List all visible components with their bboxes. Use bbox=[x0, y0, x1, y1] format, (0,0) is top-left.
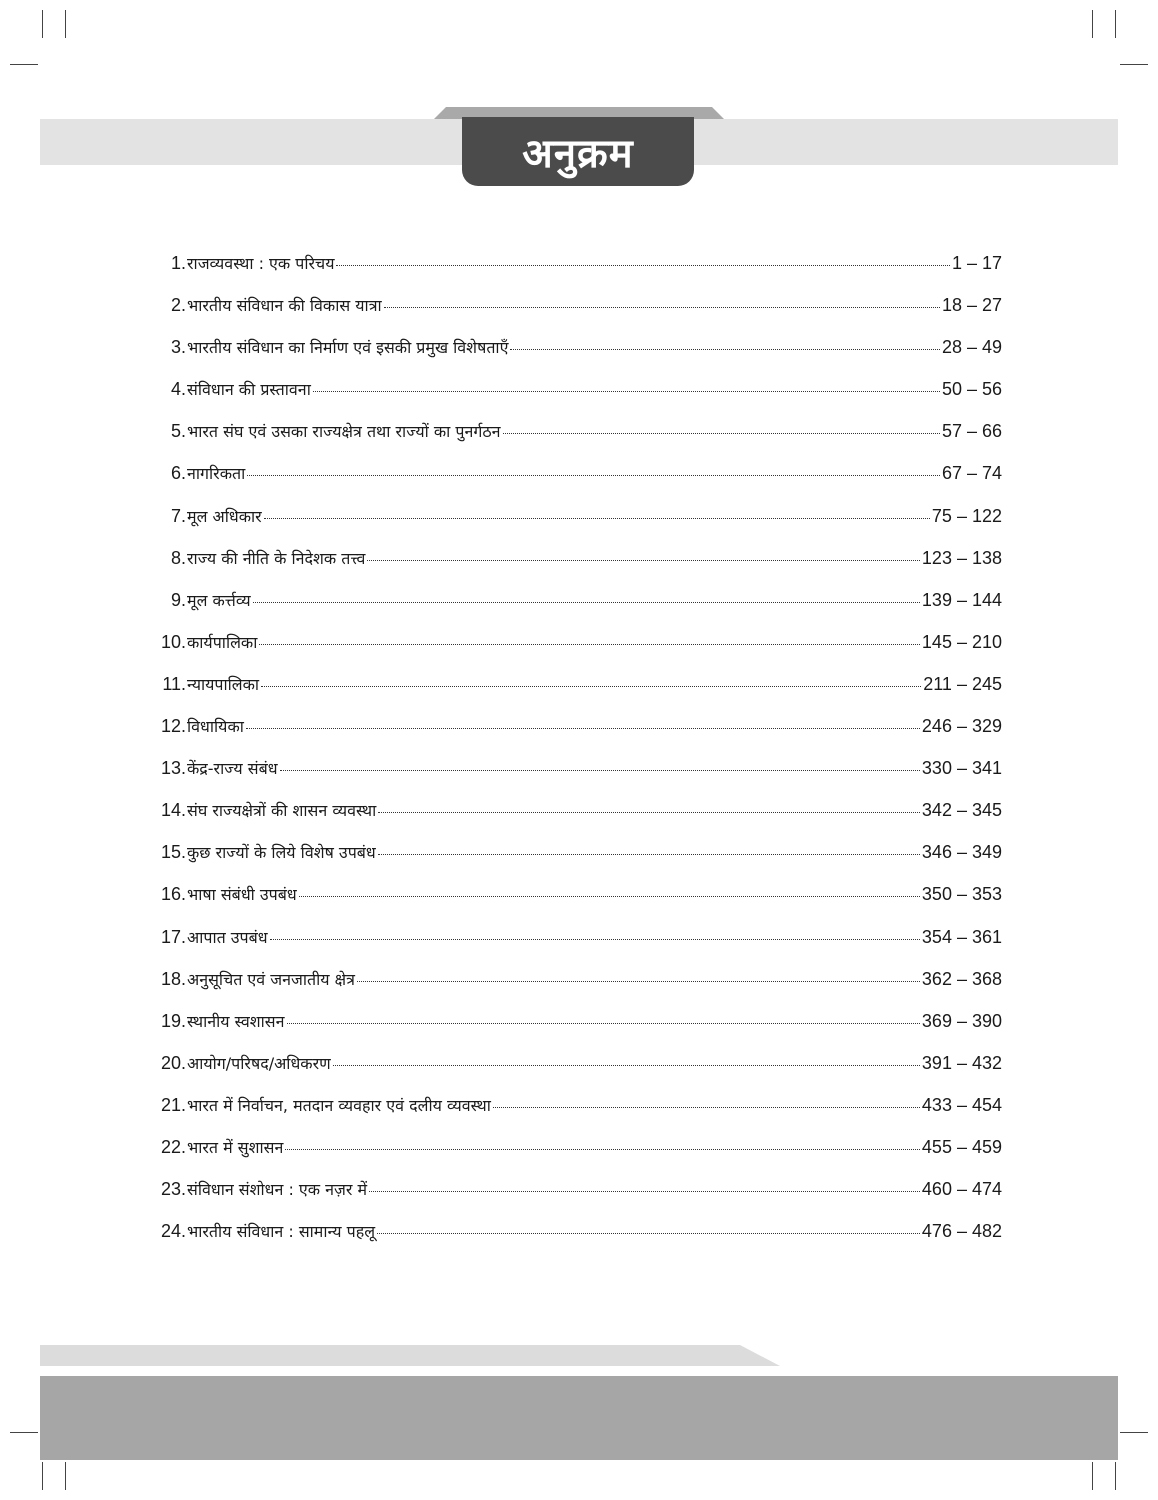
toc-entry-pages: 362 – 368 bbox=[921, 968, 1002, 989]
toc-entry-title: नागरिकता bbox=[187, 464, 246, 484]
toc-entry[interactable] bbox=[150, 883, 1002, 925]
dot-leader bbox=[270, 939, 920, 940]
toc-entry[interactable] bbox=[150, 1178, 1002, 1220]
toc-entry-pages: 246 – 329 bbox=[921, 716, 1002, 737]
crop-mark bbox=[1092, 1462, 1093, 1490]
toc-entry-number: 7. bbox=[170, 505, 186, 526]
toc-entry-title: राज्य की नीति के निदेशक तत्त्व bbox=[187, 548, 366, 568]
dot-leader bbox=[253, 602, 920, 603]
toc-entry-number: 2. bbox=[170, 295, 186, 316]
toc-entry[interactable] bbox=[150, 799, 1002, 841]
toc-entry-title: भारतीय संविधान : सामान्य पहलू bbox=[187, 1222, 376, 1242]
toc-entry[interactable] bbox=[150, 1010, 1002, 1052]
dot-leader bbox=[493, 1107, 920, 1108]
toc-entry-pages: 211 – 245 bbox=[923, 673, 1002, 694]
toc-entry-pages: 145 – 210 bbox=[921, 631, 1002, 652]
dot-leader bbox=[246, 728, 920, 729]
toc-entry-pages: 28 – 49 bbox=[941, 337, 1002, 358]
toc-entry-number: 17. bbox=[160, 926, 186, 947]
crop-mark bbox=[1092, 10, 1093, 38]
toc-entry[interactable] bbox=[150, 1136, 1002, 1178]
toc-entry[interactable] bbox=[150, 378, 1002, 420]
toc-entry-pages: 57 – 66 bbox=[941, 421, 1002, 442]
dot-leader bbox=[333, 1065, 920, 1066]
toc-entry[interactable] bbox=[150, 1052, 1002, 1094]
toc-entry-title: मूल कर्त्तव्य bbox=[187, 590, 251, 610]
toc-entry-pages: 391 – 432 bbox=[921, 1052, 1002, 1073]
footer-strip bbox=[40, 1345, 780, 1366]
toc-entry-pages: 18 – 27 bbox=[941, 295, 1002, 316]
toc-entry-title: स्थानीय स्वशासन bbox=[187, 1011, 285, 1031]
footer-band bbox=[40, 1376, 1118, 1460]
toc-entry[interactable] bbox=[150, 1220, 1002, 1262]
toc-entry-title: राजव्यवस्था : एक परिचय bbox=[187, 254, 335, 273]
crop-mark bbox=[42, 1462, 43, 1490]
toc-entry-number: 20. bbox=[160, 1052, 186, 1073]
dot-leader bbox=[378, 854, 920, 855]
toc-entry-number: 6. bbox=[170, 463, 186, 484]
dot-leader bbox=[259, 644, 920, 645]
toc-entry-number: 13. bbox=[160, 758, 186, 779]
toc-entry-title: संविधान संशोधन : एक नज़र में bbox=[187, 1180, 368, 1200]
toc-entry-title: आयोग/परिषद/अधिकरण bbox=[187, 1053, 331, 1073]
toc-entry-title: भारतीय संविधान का निर्माण एवं इसकी प्रमुख विशेषताएँ bbox=[187, 338, 509, 358]
toc-entry-number: 4. bbox=[170, 379, 186, 400]
crop-mark bbox=[1115, 10, 1116, 38]
toc-entry[interactable] bbox=[150, 926, 1002, 968]
toc-entry-number: 24. bbox=[160, 1221, 186, 1242]
toc-entry[interactable] bbox=[150, 462, 1002, 504]
toc-entry-pages: 460 – 474 bbox=[921, 1179, 1002, 1200]
toc-entry-title: भारत में सुशासन bbox=[187, 1137, 284, 1157]
toc-entry[interactable] bbox=[150, 336, 1002, 378]
toc-entry-pages: 1 – 17 bbox=[951, 253, 1002, 273]
toc-entry-number: 12. bbox=[160, 716, 186, 737]
toc-entry-title: भारतीय संविधान की विकास यात्रा bbox=[187, 296, 382, 316]
dot-leader bbox=[384, 307, 940, 308]
toc-entry-title: अनुसूचित एवं जनजातीय क्षेत्र bbox=[187, 969, 355, 989]
toc-entry-number: 5. bbox=[170, 421, 186, 442]
toc-entry-pages: 369 – 390 bbox=[921, 1010, 1002, 1031]
toc-entry-title: केंद्र-राज्य संबंध bbox=[187, 759, 278, 779]
toc-entry-number: 3. bbox=[170, 337, 186, 358]
toc-entry-number: 14. bbox=[160, 800, 186, 821]
crop-mark bbox=[42, 10, 43, 38]
toc-entry-title: कुछ राज्यों के लिये विशेष उपबंध bbox=[187, 843, 376, 863]
toc-entry-title: भाषा संबंधी उपबंध bbox=[187, 885, 297, 905]
toc-entry-title: मूल अधिकार bbox=[187, 506, 262, 526]
toc-entry-number: 18. bbox=[160, 968, 186, 989]
toc-entry-title: संविधान की प्रस्तावना bbox=[187, 380, 311, 400]
dot-leader bbox=[357, 981, 920, 982]
crop-mark bbox=[65, 10, 66, 38]
toc-entry-title: न्यायपालिका bbox=[187, 674, 260, 694]
toc-entry[interactable] bbox=[150, 252, 1002, 294]
toc-entry-title: संघ राज्यक्षेत्रों की शासन व्यवस्था bbox=[187, 801, 377, 821]
toc-entry[interactable] bbox=[150, 505, 1002, 547]
toc-entry-number: 15. bbox=[160, 842, 186, 863]
dot-leader bbox=[280, 770, 920, 771]
dot-leader bbox=[510, 349, 940, 350]
toc-entry[interactable] bbox=[150, 715, 1002, 757]
header-tab bbox=[462, 117, 694, 186]
toc-entry[interactable] bbox=[150, 1094, 1002, 1136]
table-of-contents bbox=[150, 252, 1002, 1262]
dot-leader bbox=[367, 560, 919, 561]
dot-leader bbox=[313, 391, 940, 392]
toc-entry-number: 11. bbox=[162, 673, 186, 694]
toc-entry-number: 9. bbox=[170, 589, 186, 610]
toc-entry-pages: 330 – 341 bbox=[921, 758, 1002, 779]
dot-leader bbox=[261, 686, 921, 687]
toc-entry[interactable] bbox=[150, 968, 1002, 1010]
crop-mark bbox=[1120, 64, 1148, 65]
crop-mark bbox=[1120, 1432, 1148, 1433]
dot-leader bbox=[287, 1023, 920, 1024]
toc-entry-number: 19. bbox=[160, 1010, 186, 1031]
toc-entry-title: भारत संघ एवं उसका राज्यक्षेत्र तथा राज्यों का पुनर्गठन bbox=[187, 422, 501, 442]
toc-entry-title: कार्यपालिका bbox=[187, 632, 258, 652]
toc-entry[interactable] bbox=[150, 757, 1002, 799]
toc-entry-title: विधायिका bbox=[187, 717, 244, 737]
toc-entry-pages: 139 – 144 bbox=[921, 589, 1002, 610]
toc-entry-title: आपात उपबंध bbox=[187, 927, 268, 947]
toc-entry-number: 16. bbox=[160, 884, 186, 905]
toc-entry-pages: 50 – 56 bbox=[941, 379, 1002, 400]
crop-mark bbox=[65, 1462, 66, 1490]
toc-entry-number: 21. bbox=[160, 1094, 186, 1115]
toc-entry-pages: 354 – 361 bbox=[921, 926, 1002, 947]
page-title: अनुक्रम bbox=[522, 131, 634, 177]
dot-leader bbox=[285, 1149, 920, 1150]
toc-entry-pages: 67 – 74 bbox=[941, 463, 1002, 484]
toc-entry-number: 10. bbox=[160, 631, 186, 652]
toc-entry[interactable] bbox=[150, 673, 1002, 715]
dot-leader bbox=[299, 896, 920, 897]
dot-leader bbox=[264, 518, 930, 519]
toc-entry-pages: 75 – 122 bbox=[931, 505, 1002, 526]
toc-entry-pages: 342 – 345 bbox=[921, 800, 1002, 821]
toc-entry-pages: 433 – 454 bbox=[921, 1094, 1002, 1115]
toc-entry[interactable] bbox=[150, 294, 1002, 336]
toc-entry-pages: 346 – 349 bbox=[921, 842, 1002, 863]
toc-entry-pages: 455 – 459 bbox=[921, 1136, 1002, 1157]
crop-mark bbox=[1115, 1462, 1116, 1490]
toc-entry-pages: 350 – 353 bbox=[921, 884, 1002, 905]
dot-leader bbox=[247, 475, 940, 476]
toc-entry-pages: 476 – 482 bbox=[921, 1221, 1002, 1242]
dot-leader bbox=[503, 433, 940, 434]
toc-entry-number: 8. bbox=[170, 547, 186, 568]
crop-mark bbox=[10, 1432, 38, 1433]
toc-entry-number: 23. bbox=[160, 1179, 186, 1200]
crop-mark bbox=[10, 64, 38, 65]
toc-entry-number: 1. bbox=[170, 253, 186, 273]
dot-leader bbox=[369, 1191, 920, 1192]
toc-entry-number: 22. bbox=[160, 1136, 186, 1157]
toc-entry[interactable] bbox=[150, 631, 1002, 673]
toc-entry[interactable] bbox=[150, 547, 1002, 589]
dot-leader bbox=[378, 812, 920, 813]
toc-entry[interactable] bbox=[150, 841, 1002, 883]
dot-leader bbox=[377, 1233, 920, 1234]
toc-entry[interactable] bbox=[150, 589, 1002, 631]
toc-entry-pages: 123 – 138 bbox=[921, 547, 1002, 568]
dot-leader bbox=[336, 265, 949, 266]
toc-entry-title: भारत में निर्वाचन, मतदान व्यवहार एवं दलीय व्यवस्था bbox=[187, 1095, 491, 1115]
toc-entry[interactable] bbox=[150, 420, 1002, 462]
